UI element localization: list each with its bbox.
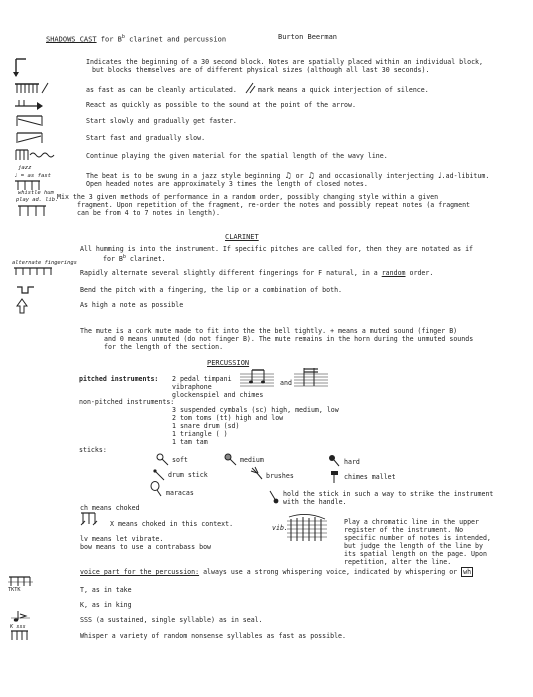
- mix-label-play: play ad. lib.: [16, 197, 59, 203]
- clarinet-heading: CLARINET: [225, 233, 259, 241]
- chromatic-text-line5: its spatial length on the page. Upon: [344, 550, 487, 558]
- percussion-heading: PERCUSSION: [207, 359, 250, 367]
- mix-text-line1: Mix the 3 given methods of performance in a random order, possibly changing style within a given: [57, 193, 439, 201]
- jazz-label: jazz: [18, 165, 32, 171]
- ksss-notes-icon: [10, 610, 40, 624]
- choked-x-text: X means choked in this context.: [110, 520, 234, 528]
- mute-text-line3: for the length of the section.: [104, 343, 224, 351]
- title-shadows-cast: SHADOWS CAST: [46, 35, 97, 44]
- maracas-icon: [150, 481, 164, 497]
- humming-text-line1: All humming is into the instrument. If specific pitches are called for, then they are notated as if: [80, 245, 474, 253]
- mix-text-line2: fragment. Upon repetition of the fragment, re-order the notes and possibly repeat notes (a fragment: [77, 201, 471, 209]
- jazz-tempo-label: ♩ = as fast: [14, 173, 52, 179]
- humming-for-b: for B: [103, 255, 123, 264]
- nonpitched-item-tomtoms: 2 tom toms (tt) high and low: [172, 414, 284, 422]
- jazz-text-d: .ad-libitum.: [441, 172, 490, 180]
- react-text: React as quickly as possible to the sound at the point of the arrow.: [86, 101, 356, 109]
- chromatic-line-icon: [287, 515, 329, 545]
- composer-name: Burton Beerman: [278, 33, 338, 41]
- t-text: T, as in take: [80, 586, 132, 594]
- high-note-text: As high a note as possible: [80, 301, 184, 309]
- handle-text-line2: with the handle.: [283, 498, 347, 506]
- rit-text: Start fast and gradually slow.: [86, 134, 206, 142]
- pitched-staff-icon: [240, 368, 276, 392]
- fingerings-text-a: Rapidly alternate several slightly different fingerings for F natural, in a: [80, 269, 382, 277]
- soft-mallet-icon: [156, 453, 170, 467]
- voice-part-text: always use a strong whispering voice, indicated by whispering or: [199, 568, 462, 576]
- whisper-text: Whisper a variety of random nonsense syllables as fast as possible.: [80, 632, 346, 640]
- vib-label: vib.: [272, 524, 288, 532]
- chimes-staff-icon: [294, 366, 330, 392]
- chromatic-text-line2: register of the instrument. No: [344, 526, 464, 534]
- score-title: [46, 33, 226, 43]
- stick-medium: medium: [240, 456, 264, 464]
- dotted-note-icon: ♩: [437, 171, 442, 180]
- chromatic-text-line3: specific number of notes is intended,: [344, 534, 491, 542]
- jazz-text-c: and occasionally interjecting: [318, 172, 434, 180]
- brushes-icon: [250, 467, 264, 481]
- voice-part-label: voice part for the percussion:: [80, 568, 200, 576]
- chromatic-text-line1: Play a chromatic line in the upper: [344, 518, 479, 526]
- mute-text-line2: and 0 means unmuted (do not finger B). The mute remains in the horn during the unmuted sounds: [104, 335, 474, 343]
- ksss-label: K sss: [10, 624, 26, 630]
- fingerings-random: random: [381, 269, 406, 277]
- whisper-box: wh: [463, 568, 472, 576]
- humming-text-line2: [103, 253, 166, 263]
- mute-text-line1: The mute is a cork mute made to fit into the the bell tightly. + means a muted sound (finger B): [80, 327, 458, 335]
- accel-text: Start slowly and gradually get faster.: [86, 117, 237, 125]
- jazz-text-line1: [86, 172, 489, 180]
- fast-articulation-icon: [15, 81, 55, 95]
- medium-mallet-icon: [224, 453, 238, 467]
- humming-flat-sign: b: [122, 254, 126, 260]
- mix-notes-icon: [16, 204, 56, 218]
- wavy-text: Continue playing the given material for the spatial length of the wavy line.: [86, 152, 388, 160]
- stick-maracas: maracas: [166, 489, 194, 497]
- mix-text-line3: can be from 4 to 7 notes in length).: [77, 209, 220, 217]
- bend-text: Bend the pitch with a fingering, the lip or a combination of both.: [80, 286, 343, 294]
- fingerings-text-b: order.: [405, 269, 434, 277]
- choked-ch-text: ch means choked: [80, 504, 140, 512]
- voice-part-line: [80, 568, 473, 576]
- stick-drum: drum stick: [168, 471, 208, 479]
- sticks-label: sticks:: [79, 446, 107, 454]
- stick-chimes-mallet: chimes mallet: [344, 473, 396, 481]
- title-instruments: clarinet and percussion: [124, 35, 227, 44]
- bow-text: bow means to use a contrabass bow: [80, 543, 212, 551]
- swing-triplet-icon: ♫: [307, 171, 315, 180]
- wavy-line-icon: [14, 148, 64, 162]
- nonpitched-item-tamtam: 1 tam tam: [172, 438, 208, 446]
- jazz-text-line2: Open headed notes are approximately 3 times the length of closed notes.: [86, 180, 368, 188]
- high-note-icon: [16, 298, 28, 314]
- nonpitched-item-triangle: 1 triangle ( ): [172, 430, 228, 438]
- pitched-item-vibraphone: vibraphone: [172, 383, 212, 391]
- chimes-mallet-icon: [330, 470, 342, 484]
- sss-text: SSS (a sustained, single syllable) as in seal.: [80, 616, 263, 624]
- block-start-icon: [14, 58, 28, 78]
- tk-notes-icon: [8, 576, 38, 588]
- articulated-text: as fast as can be cleanly articulated.: [86, 86, 237, 94]
- title-for-b: for B: [96, 35, 122, 44]
- react-arrow-icon: [15, 98, 45, 110]
- silence-mark-icon: [244, 82, 256, 94]
- chromatic-text-line4: but judge the length of the line by: [344, 542, 483, 550]
- whisper-notes-icon: [10, 630, 34, 642]
- k-text: K, as in king: [80, 601, 132, 609]
- stick-handle-icon: [268, 490, 280, 504]
- pitched-and: and: [280, 379, 292, 387]
- stick-brushes: brushes: [266, 472, 294, 480]
- fingerings-notes-icon: [12, 266, 56, 276]
- block-text-line2: but blocks themselves are of different physical sizes (although all last 30 seconds).: [92, 66, 430, 74]
- pitched-label: pitched instruments:: [79, 375, 159, 383]
- hard-mallet-icon: [328, 454, 342, 468]
- jazz-text-a: The beat is to be swung in a jazz style beginning: [86, 172, 281, 180]
- choked-notes-icon: [80, 512, 100, 526]
- chromatic-text-line6: repetition, alter the line.: [344, 558, 452, 566]
- jazz-text-or: or: [295, 172, 304, 180]
- alternate-fingerings-label: alternate fingerings: [12, 260, 77, 266]
- drum-stick-icon: [152, 468, 166, 482]
- fingerings-text: [80, 269, 433, 277]
- ritardando-icon: [16, 131, 46, 145]
- pitched-item-glockenspiel: glockenspiel and chimes: [172, 391, 264, 399]
- tktk-label: TKTK: [8, 587, 21, 593]
- silence-mark-text: mark means a quick interjection of silence.: [258, 86, 429, 94]
- block-text-line1: Indicates the beginning of a 30 second block. Notes are spatially placed within an individual block,: [86, 58, 483, 66]
- title-flat-sign: b: [121, 34, 125, 40]
- stick-hard: hard: [344, 458, 360, 466]
- pitched-item-timpani: 2 pedal timpani: [172, 375, 232, 383]
- swing-notes-icon: ♫: [284, 171, 292, 180]
- stick-soft: soft: [172, 456, 188, 464]
- humming-clarinet: clarinet.: [125, 255, 166, 264]
- nonpitched-label: non-pitched instruments:: [79, 398, 175, 406]
- nonpitched-item-snare: 1 snare drum (sd): [172, 422, 240, 430]
- accelerando-icon: [16, 114, 46, 128]
- nonpitched-item-cymbals: 3 suspended cymbals (sc) high, medium, low: [172, 406, 339, 414]
- lv-text: lv means let vibrate.: [80, 535, 164, 543]
- mix-label-whistle: whistle hum: [18, 190, 54, 196]
- handle-text-line1: hold the stick in such a way to strike the instrument: [283, 490, 494, 498]
- bend-pitch-icon: [16, 284, 38, 296]
